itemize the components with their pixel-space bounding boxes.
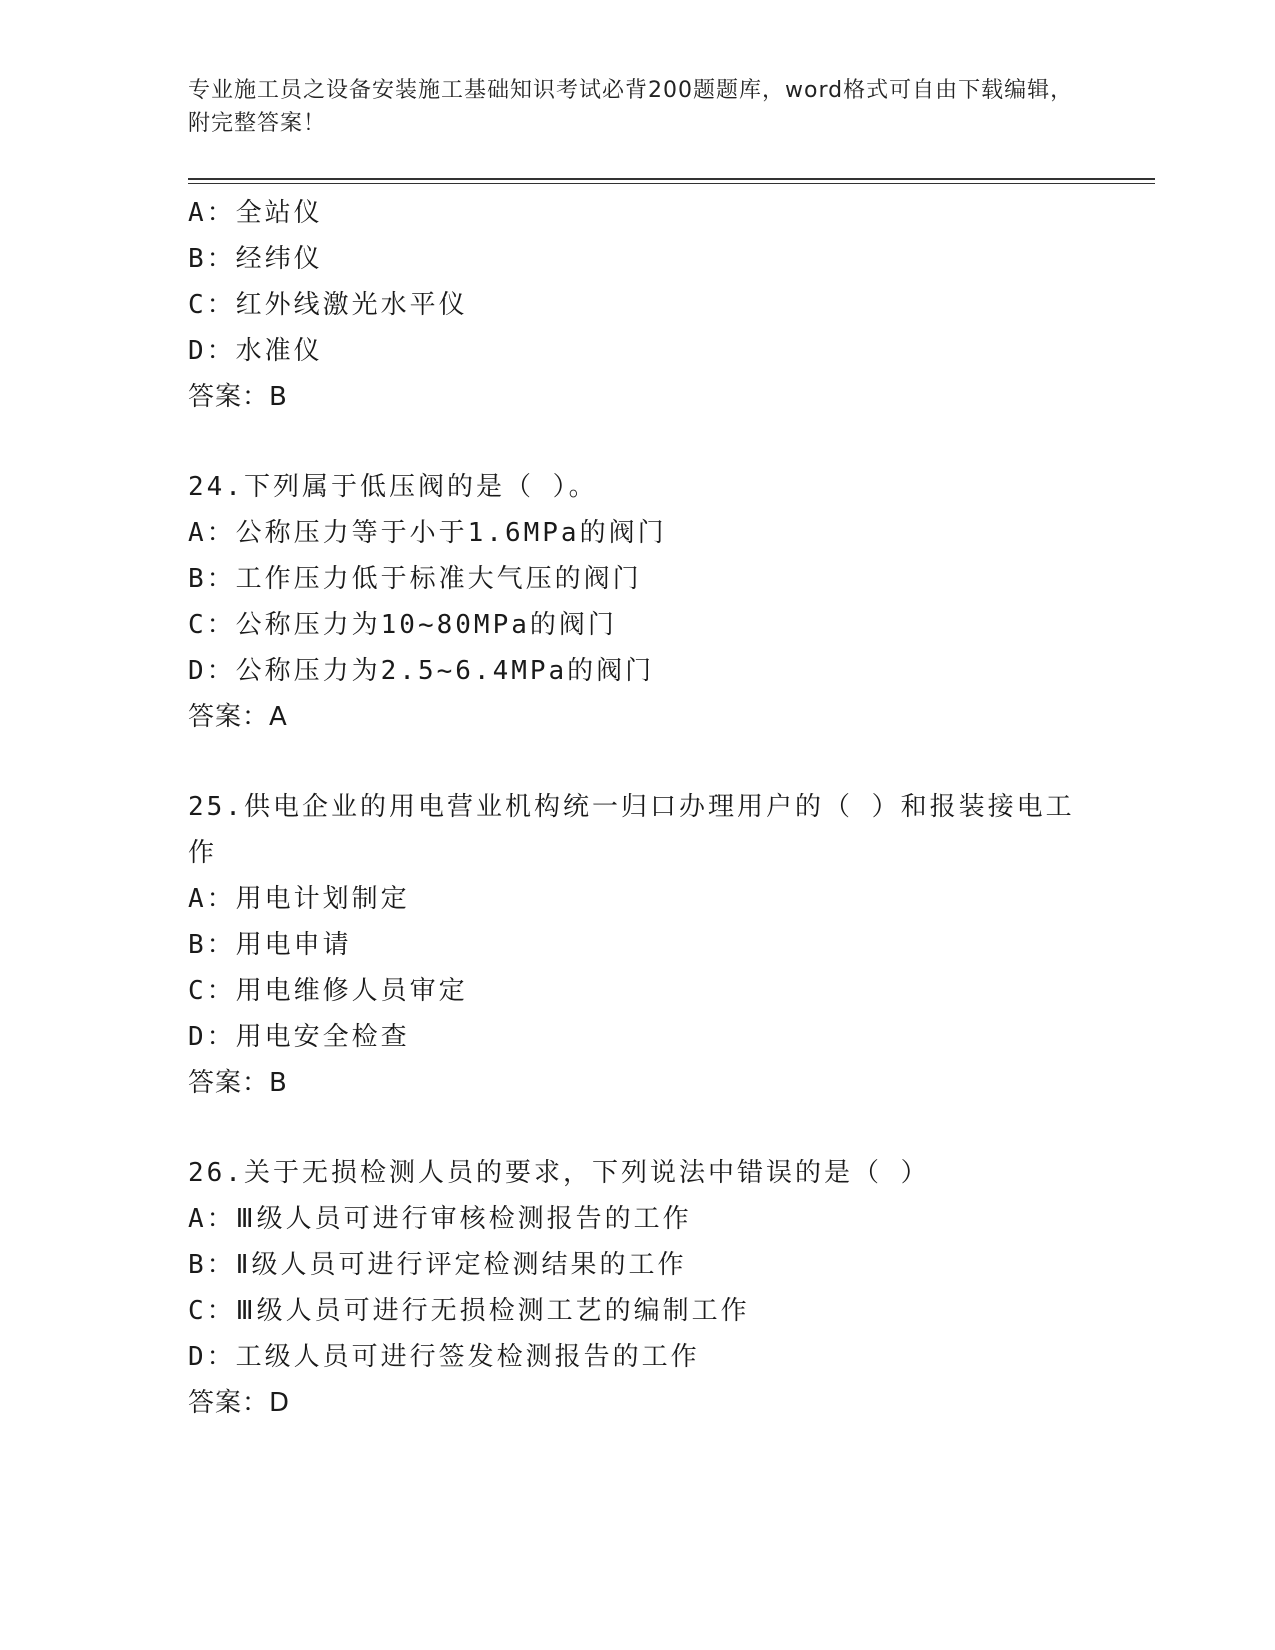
option-b: B：Ⅱ级人员可进行评定检测结果的工作	[188, 1250, 687, 1280]
answer-line: 答案：A	[188, 702, 288, 732]
header-divider-thin	[188, 183, 1155, 184]
option-a: A：全站仪	[188, 198, 323, 228]
question-stem: 26.关于无损检测人员的要求，下列说法中错误的是（ ）	[188, 1158, 930, 1188]
option-d: D：工级人员可进行签发检测报告的工作	[188, 1342, 700, 1372]
option-c: C：公称压力为10~80MPa的阀门	[188, 610, 617, 640]
option-b: B：经纬仪	[188, 244, 323, 274]
option-c: C：红外线激光水平仪	[188, 290, 468, 320]
option-d: D：公称压力为2.5~6.4MPa的阀门	[188, 656, 655, 686]
option-a: A：用电计划制定	[188, 884, 410, 914]
option-a: A：Ⅲ级人员可进行审核检测报告的工作	[188, 1204, 692, 1234]
question-block-partial	[188, 190, 1088, 420]
header-divider-thick	[188, 178, 1155, 180]
question-block-25	[188, 784, 1088, 1106]
option-b: B：用电申请	[188, 930, 352, 960]
document-header: 专业施工员之设备安装施工基础知识考试必背200题题库，word格式可自由下载编辑，附完整答案！	[188, 78, 1074, 136]
question-stem: 25.供电企业的用电营业机构统一归口办理用户的（ ）和报装接电工作	[188, 792, 1075, 868]
question-content	[188, 190, 1088, 1426]
option-d: D：用电安全检查	[188, 1022, 410, 1052]
option-a: A：公称压力等于小于1.6MPa的阀门	[188, 518, 667, 548]
option-b: B：工作压力低于标准大气压的阀门	[188, 564, 642, 594]
option-c: C：用电维修人员审定	[188, 976, 468, 1006]
question-block-26	[188, 1150, 1088, 1426]
answer-line: 答案：D	[188, 1388, 291, 1418]
option-c: C：Ⅲ级人员可进行无损检测工艺的编制工作	[188, 1296, 750, 1326]
option-d: D：水准仪	[188, 336, 323, 366]
answer-line: 答案：B	[188, 382, 288, 412]
question-block-24	[188, 464, 1088, 740]
question-stem: 24.下列属于低压阀的是（ ）。	[188, 472, 598, 502]
answer-line: 答案：B	[188, 1068, 288, 1098]
